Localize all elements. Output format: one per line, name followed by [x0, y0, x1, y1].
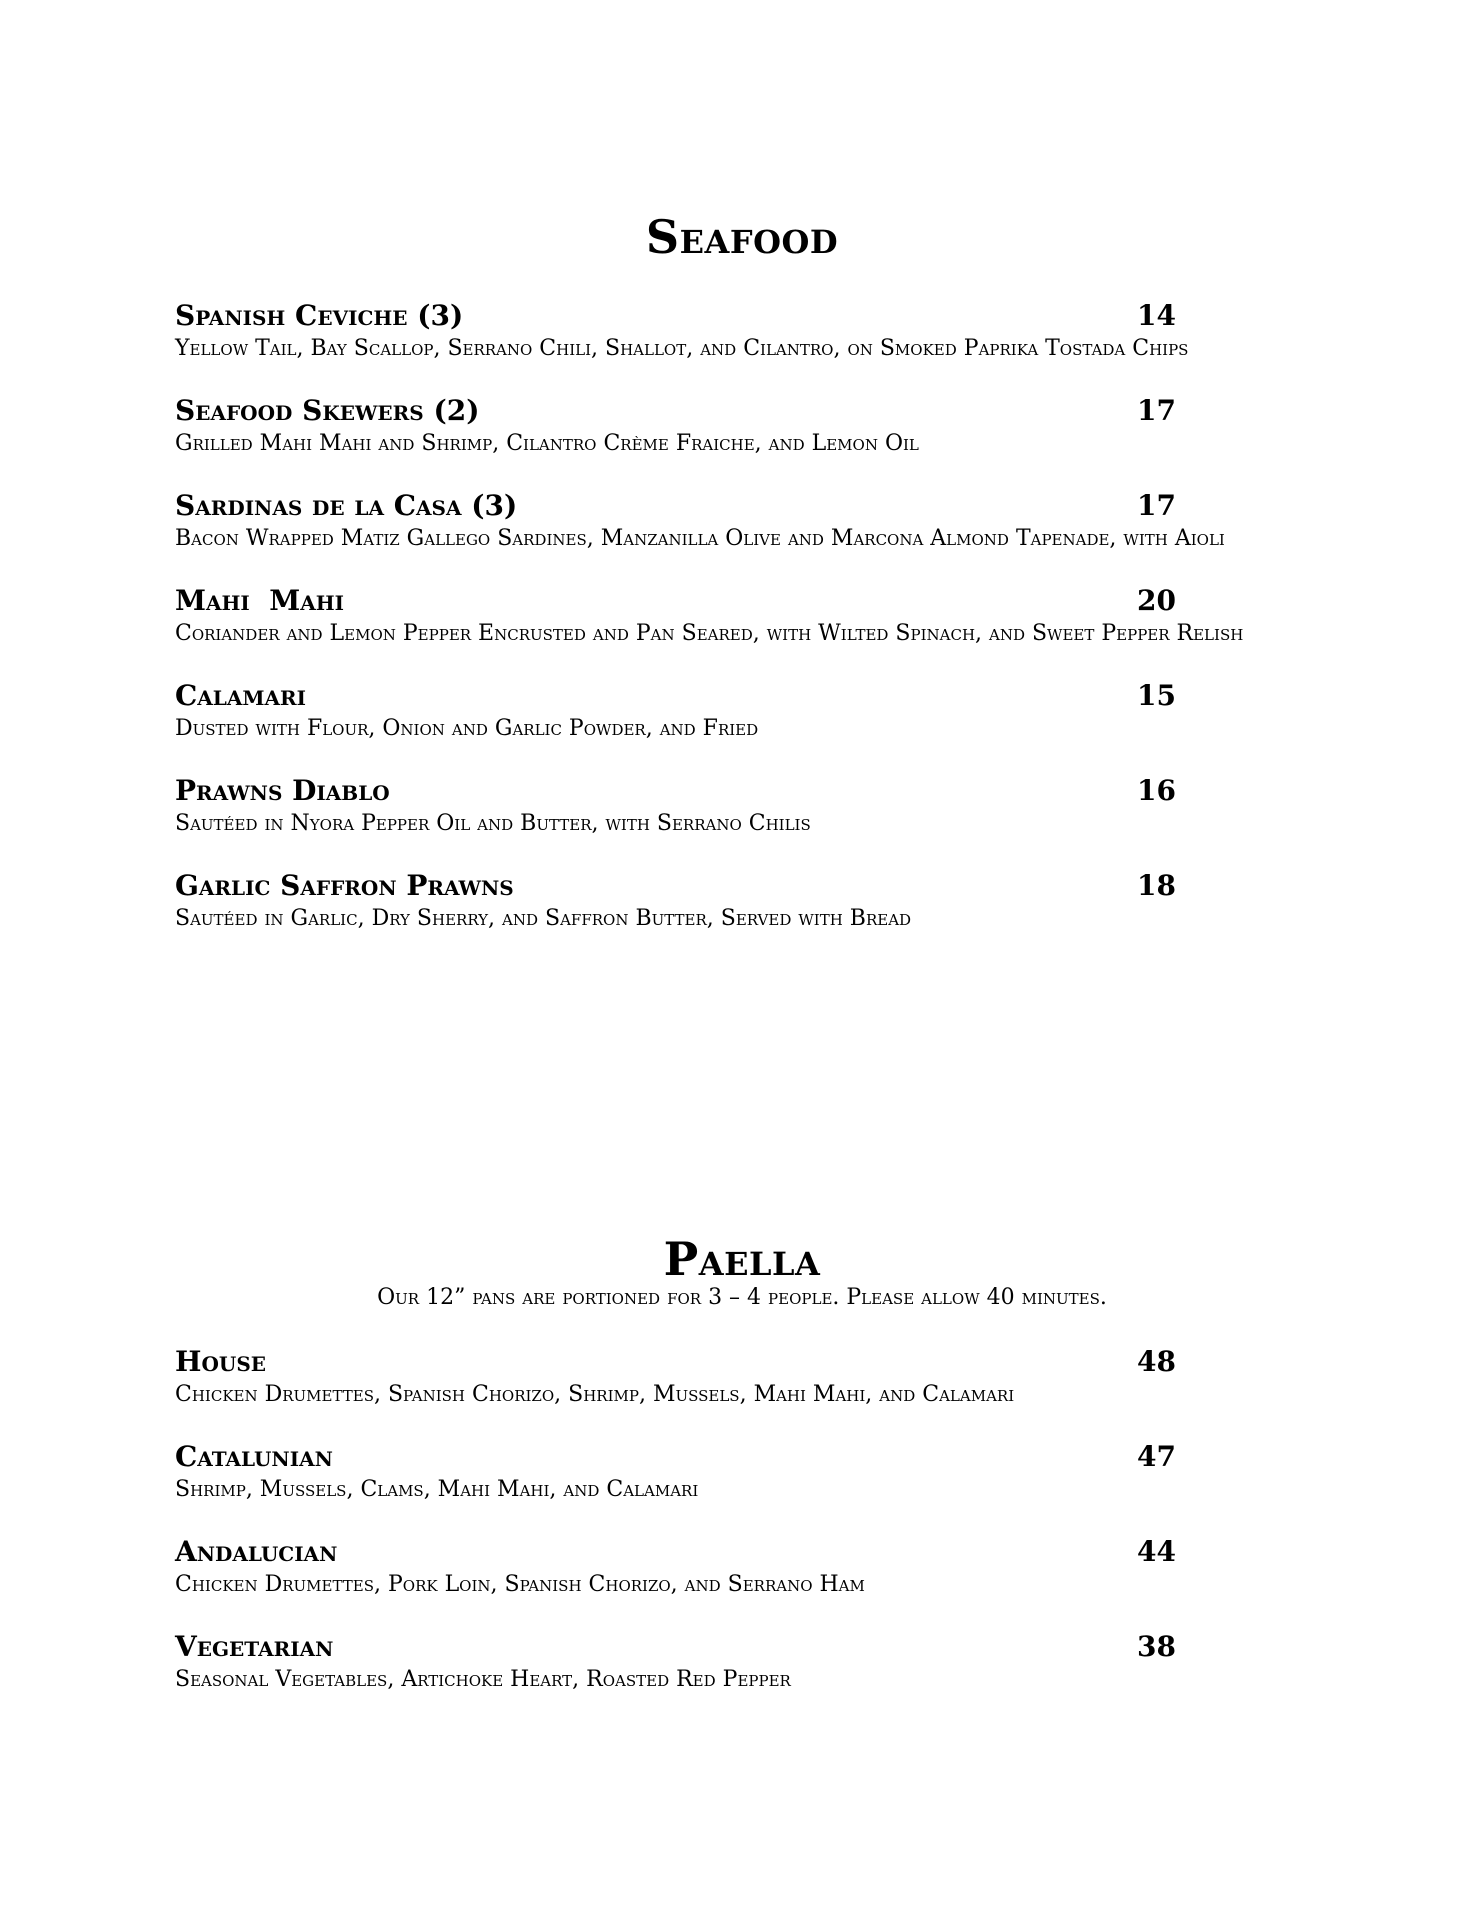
menu-item [175, 300, 1295, 363]
item-price: 20 [1137, 584, 1176, 617]
menu-item [175, 490, 1295, 553]
item-name: Seafood Skewers (2) [175, 394, 480, 427]
menu-item [175, 870, 1295, 933]
item-name: Catalunian [175, 1440, 333, 1473]
item-name: Andalucian [175, 1535, 338, 1568]
item-price: 44 [1137, 1535, 1176, 1568]
item-price: 17 [1137, 489, 1176, 522]
item-price: 48 [1137, 1345, 1176, 1378]
item-description: Seasonal Vegetables, Artichoke Heart, Roasted Red Pepper [175, 1667, 791, 1692]
item-description: Chicken Drumettes, Pork Loin, Spanish Chorizo, and Serrano Ham [175, 1572, 865, 1597]
item-description: Bacon Wrapped Matiz Gallego Sardines, Manzanilla Olive and Marcona Almond Tapenade, with Aioli [175, 526, 1225, 551]
menu-item [175, 585, 1295, 648]
paella-menu-list [175, 1346, 1295, 1726]
item-description: Shrimp, Mussels, Clams, Mahi Mahi, and Calamari [175, 1477, 699, 1502]
item-name: Garlic Saffron Prawns [175, 869, 514, 902]
menu-item [175, 1346, 1295, 1409]
item-name: Sardinas de la Casa (3) [175, 489, 518, 522]
item-description: Chicken Drumettes, Spanish Chorizo, Shrimp, Mussels, Mahi Mahi, and Calamari [175, 1382, 1015, 1407]
menu-item [175, 680, 1295, 743]
item-name: Prawns Diablo [175, 774, 390, 807]
item-price: 14 [1137, 299, 1176, 332]
item-name: House [175, 1345, 267, 1378]
item-description: Coriander and Lemon Pepper Encrusted and Pan Seared, with Wilted Spinach, and Sweet Pepper Relish [175, 621, 1244, 646]
item-price: 47 [1137, 1440, 1176, 1473]
item-price: 18 [1137, 869, 1176, 902]
menu-item [175, 1631, 1295, 1694]
menu-item [175, 1441, 1295, 1504]
item-price: 15 [1137, 679, 1176, 712]
paella-section-title: Paella [663, 1232, 821, 1286]
item-name: Mahi Mahi [175, 584, 345, 617]
item-price: 17 [1137, 394, 1176, 427]
seafood-section-title: Seafood [645, 210, 839, 264]
item-name: Spanish Ceviche (3) [175, 299, 464, 332]
paella-note: Our 12” pans are portioned for 3 – 4 people. Please allow 40 minutes. [377, 1285, 1107, 1310]
seafood-menu-list [175, 300, 1295, 965]
menu-item [175, 775, 1295, 838]
menu-item [175, 395, 1295, 458]
item-description: Sautéed in Nyora Pepper Oil and Butter, with Serrano Chilis [175, 811, 811, 836]
item-price: 38 [1137, 1630, 1176, 1663]
item-description: Sautéed in Garlic, Dry Sherry, and Saffron Butter, Served with Bread [175, 906, 912, 931]
item-description: Yellow Tail, Bay Scallop, Serrano Chili, Shallot, and Cilantro, on Smoked Paprika Tostada Chips [175, 336, 1189, 361]
menu-item [175, 1536, 1295, 1599]
item-name: Vegetarian [175, 1630, 334, 1663]
item-description: Dusted with Flour, Onion and Garlic Powder, and Fried [175, 716, 759, 741]
item-name: Calamari [175, 679, 307, 712]
item-description: Grilled Mahi Mahi and Shrimp, Cilantro Crème Fraiche, and Lemon Oil [175, 431, 919, 456]
item-price: 16 [1137, 774, 1176, 807]
